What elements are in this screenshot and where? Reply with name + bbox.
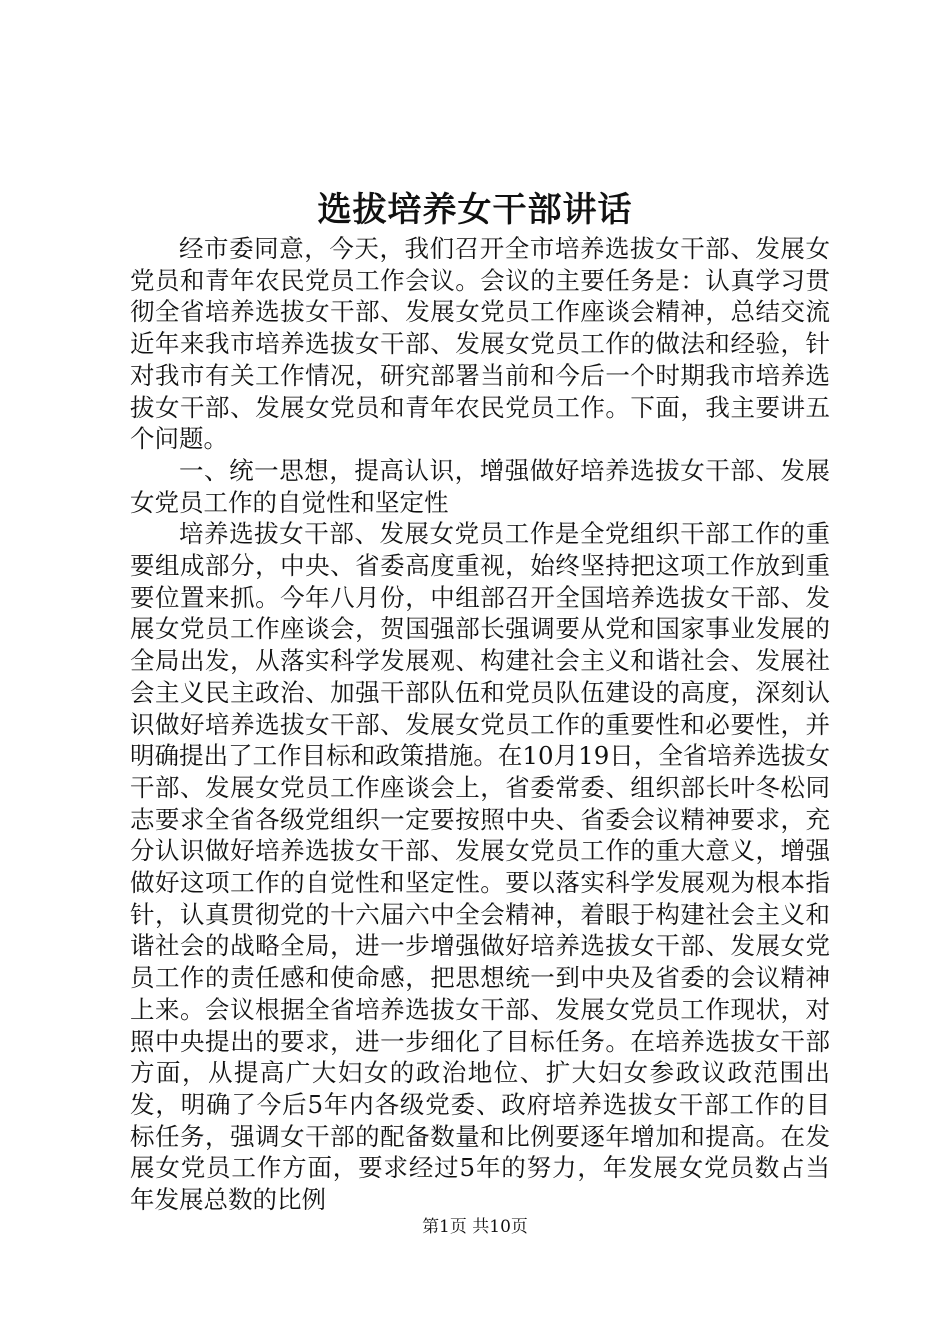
paragraph-section-1: 培养选拔女干部、发展女党员工作是全党组织干部工作的重要组成部分，中央、省委高度重视，始终坚持把这项工作放到重要位置来抓。今年八月份，中组部召开全国培养选拔女干部、发展女党员工作座谈会，贺国强部长强调要从党和国家事业发展的全局出发，从落实科学发展观、构建社会主义和谐社会、发展社会主义民主政治、加强干部队伍和党员队伍建设的高度，深刻认识做好培养选拔女干部、发展女党员工作的重要性和必要性，并明确提出了工作目标和政策措施。在10月19日，全省培养选拔女干部、发展女党员工作座谈会上，省委常委、组织部长叶冬松同志要求全省各级党组织一定要按照中央、省委会议精神要求，充分认识做好培养选拔女干部、发展女党员工作的重大意义，增强做好这项工作的自觉性和坚定性。要以落实科学发展观为根本指针，认真贯彻党的十六届六中全会精神，着眼于构建社会主义和谐社会的战略全局，进一步增强做好培养选拔女干部、发展女党员工作的责任感和使命感，把思想统一到中央及省委的会议精神上来。会议根据全省培养选拔女干部、发展女党员工作现状，对照中央提出的要求，进一步细化了目标任务。在培养选拔女干部方面，从提高广大妇女的政治地位、扩大妇女参政议政范围出发，明确了今后5年内各级党委、政府培养选拔女干部工作的目标任务，强调女干部的配备数量和比例要逐年增加和提高。在发展女党员工作方面，要求经过5年的努力，年发展女党员数占当年发展总数的比例 (130, 519, 830, 1215)
page-number-label: 第1页 共10页 (422, 1217, 528, 1237)
page-footer (0, 1215, 950, 1239)
document-title: 选拔培养女干部讲话 (317, 190, 633, 230)
document-body (130, 233, 830, 1216)
paragraph-intro: 经市委同意，今天，我们召开全市培养选拔女干部、发展女党员和青年农民党员工作会议。会议的主要任务是：认真学习贯彻全省培养选拔女干部、发展女党员工作座谈会精神，总结交流近年来我市培养选拔女干部、发展女党员工作的做法和经验，针对我市有关工作情况，研究部署当前和今后一个时期我市培养选拔女干部、发展女党员和青年农民党员工作。下面，我主要讲五个问题。 (130, 234, 830, 454)
section-heading-1: 一、统一思想，提高认识，增强做好培养选拔女干部、发展女党员工作的自觉性和坚定性 (130, 455, 830, 517)
